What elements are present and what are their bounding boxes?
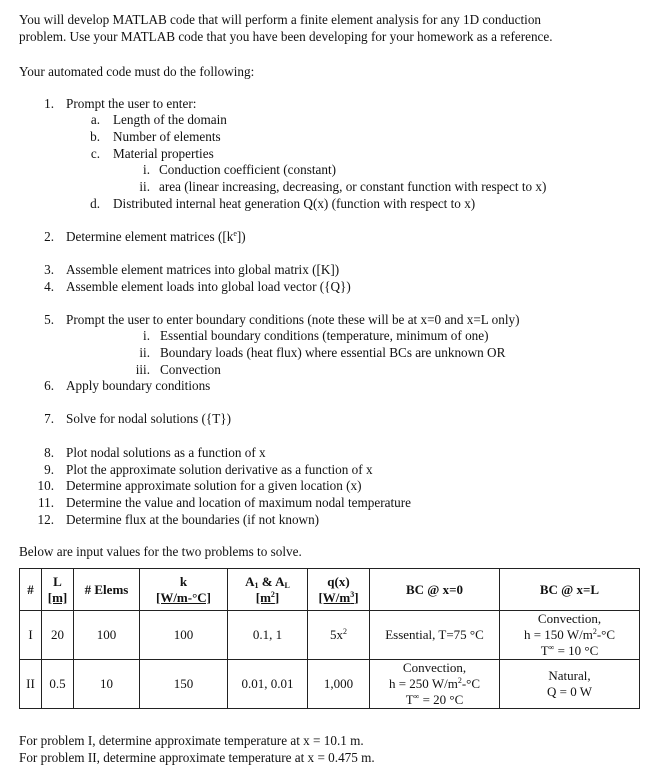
header-q: q(x) $[W/m^3]$ — [308, 569, 370, 611]
cell-elems: 100 — [74, 611, 140, 660]
header-k: k [W/m-°C] — [140, 569, 228, 611]
table-row — [20, 611, 640, 660]
cell-length: 0.5 — [42, 660, 74, 709]
header-bc0: BC @ x=0 — [370, 569, 500, 611]
cell-bc0: Essential, T=75 °C — [370, 611, 500, 660]
cell-bcL: Convection, h = 150 $W/m^2-^\circ C$ T∞ = 10 °C — [500, 611, 640, 660]
cell-num: II — [20, 660, 42, 709]
footer-line-2: For problem II, determine approximate temperature at x = 0.475 m. — [19, 750, 375, 765]
header-num: # — [20, 569, 42, 611]
footer-line-1: For problem I, determine approximate temperature at x = 10.1 m. — [19, 733, 364, 748]
cell-q: $5x^2$ — [308, 611, 370, 660]
input-values-table — [19, 568, 640, 709]
table-row — [20, 660, 640, 709]
intro-line-1: You will develop MATLAB code that will perform a finite element analysis for any 1D conduction — [19, 12, 542, 27]
cell-elems: 10 — [74, 660, 140, 709]
cell-q: 1,000 — [308, 660, 370, 709]
requirement-text: Your automated code must do the following: — [19, 64, 255, 79]
cell-area: 0.1, 1 — [228, 611, 308, 660]
header-bcL: BC @ x=L — [500, 569, 640, 611]
header-area: $A_1$ & $A_L$ $[m^2]$ — [228, 569, 308, 611]
cell-area: 0.01, 0.01 — [228, 660, 308, 709]
table-header-row — [20, 569, 640, 611]
cell-k: 100 — [140, 611, 228, 660]
cell-k: 150 — [140, 660, 228, 709]
cell-bcL: Natural, Q = 0 W — [500, 660, 640, 709]
cell-bc0: Convection, h = 250 $W/m^2-^\circ C$ T∞ = 20 °C — [370, 660, 500, 709]
cell-length: 20 — [42, 611, 74, 660]
below-text: Below are input values for the two problems to solve. — [19, 544, 302, 559]
intro-line-2: problem. Use your MATLAB code that you have been developing for your homework as a reference. — [19, 29, 553, 44]
cell-num: I — [20, 611, 42, 660]
header-elems: # Elems — [74, 569, 140, 611]
header-length: L [m] — [42, 569, 74, 611]
